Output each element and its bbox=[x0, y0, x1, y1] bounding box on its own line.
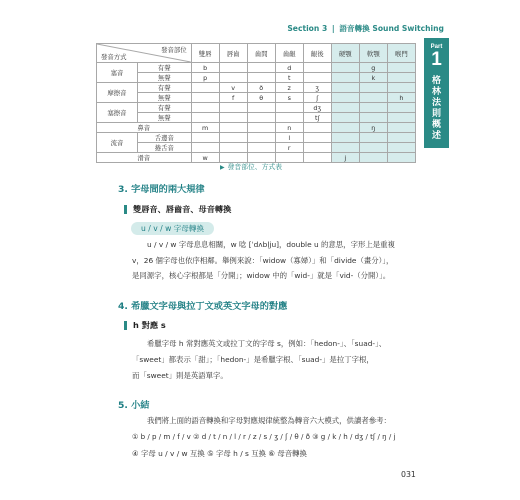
caption-triangle-icon: ▶ bbox=[220, 164, 225, 171]
phoneme-cell bbox=[303, 153, 331, 163]
phoneme-cell bbox=[387, 143, 415, 153]
phoneme-cell bbox=[219, 103, 247, 113]
manner-label: 摩擦音 bbox=[97, 83, 138, 103]
phoneme-cell bbox=[359, 143, 387, 153]
phoneme-cell: t bbox=[275, 73, 303, 83]
part-vertical-title: 格林法則概述 bbox=[432, 76, 442, 141]
phoneme-cell bbox=[387, 113, 415, 123]
table-row bbox=[97, 93, 416, 103]
phoneme-cell: w bbox=[191, 153, 219, 163]
phoneme-cell: ŋ bbox=[359, 123, 387, 133]
part-label: Part bbox=[430, 44, 443, 50]
part-number: 1 bbox=[431, 49, 442, 70]
phoneme-cell bbox=[359, 113, 387, 123]
phoneme-cell bbox=[331, 63, 359, 73]
phoneme-cell: b bbox=[191, 63, 219, 73]
phoneme-cell bbox=[331, 103, 359, 113]
pattern-list-line: ④ 字母 u / v / w 互換 ⑤ 字母 h / s 互換 ⑥ 母音轉換 bbox=[132, 449, 307, 458]
paragraph-line: 是同源字，核心字根都是「分開」；widow 中的「wid-」就是「vid-（分開）」。 bbox=[132, 271, 391, 280]
phoneme-cell bbox=[387, 83, 415, 93]
phoneme-cell bbox=[191, 113, 219, 123]
table-row bbox=[97, 83, 416, 93]
pattern-list-line: ① b / p / m / f / v ② d / t / n / l / r / z / s / ʒ / ʃ / θ / ð ③ g / k / h / dʒ / tʃ / ŋ / j bbox=[132, 432, 396, 441]
phoneme-cell bbox=[387, 133, 415, 143]
phoneme-cell bbox=[247, 103, 275, 113]
phoneme-cell bbox=[219, 143, 247, 153]
phoneme-cell bbox=[191, 143, 219, 153]
table-caption bbox=[220, 161, 282, 171]
column-header: 唇齒 bbox=[219, 44, 247, 63]
phoneme-cell bbox=[219, 63, 247, 73]
phoneme-cell: m bbox=[191, 123, 219, 133]
voicing-label: 無聲 bbox=[138, 73, 192, 83]
phoneme-cell: h bbox=[387, 93, 415, 103]
phoneme-cell bbox=[219, 113, 247, 123]
phoneme-cell: n bbox=[275, 123, 303, 133]
section-5-heading: 5. 小結 bbox=[118, 400, 150, 411]
phoneme-cell bbox=[359, 93, 387, 103]
table-corner-cell bbox=[97, 44, 192, 63]
phoneme-cell bbox=[331, 93, 359, 103]
section-4-subheading: h 對應 s bbox=[124, 321, 166, 330]
paragraph-line: v，26 個字母也依序相鄰。舉例來說：「widow（寡婦）」和「divide（畫分）」， bbox=[132, 256, 394, 265]
phoneme-cell bbox=[387, 123, 415, 133]
phoneme-cell bbox=[191, 133, 219, 143]
phoneme-cell bbox=[331, 113, 359, 123]
table-row bbox=[97, 143, 416, 153]
phoneme-cell: d bbox=[275, 63, 303, 73]
voicing-label: 有聲 bbox=[138, 63, 192, 73]
phoneme-cell: s bbox=[275, 93, 303, 103]
column-header: 齒齦 bbox=[275, 44, 303, 63]
table-row bbox=[97, 63, 416, 73]
phoneme-cell bbox=[219, 73, 247, 83]
table-header-row bbox=[97, 44, 416, 63]
table-row bbox=[97, 73, 416, 83]
manner-label: 鼻音 bbox=[97, 123, 192, 133]
phoneme-cell bbox=[247, 113, 275, 123]
phoneme-cell: r bbox=[275, 143, 303, 153]
phoneme-cell bbox=[359, 103, 387, 113]
phoneme-cell bbox=[247, 73, 275, 83]
phoneme-cell bbox=[247, 143, 275, 153]
phoneme-cell bbox=[303, 63, 331, 73]
column-header: 喉門 bbox=[387, 44, 415, 63]
section-3-subheading: 雙唇音、唇齒音、母音轉換 bbox=[124, 205, 231, 214]
phoneme-cell bbox=[275, 103, 303, 113]
phoneme-cell bbox=[359, 133, 387, 143]
phoneme-cell bbox=[247, 63, 275, 73]
phoneme-cell: j bbox=[331, 153, 359, 163]
column-header: 軟顎 bbox=[359, 44, 387, 63]
caption-text: 發音部位、方式表 bbox=[227, 163, 282, 171]
phoneme-cell: dʒ bbox=[303, 103, 331, 113]
paragraph-line: 希臘字母 h 常對應英文或拉丁文的字母 s，例如：「hedon-」、「suad-」、 bbox=[147, 339, 387, 348]
phoneme-cell bbox=[219, 133, 247, 143]
phoneme-cell bbox=[303, 73, 331, 83]
phoneme-cell bbox=[387, 153, 415, 163]
column-header: 硬顎 bbox=[331, 44, 359, 63]
manner-label: 滑音 bbox=[97, 153, 192, 163]
phoneme-cell: ʒ bbox=[303, 83, 331, 93]
voicing-label: 無聲 bbox=[138, 113, 192, 123]
voicing-label: 有聲 bbox=[138, 103, 192, 113]
phoneme-cell bbox=[331, 123, 359, 133]
manner-label: 塞擦音 bbox=[97, 103, 138, 123]
paragraph-line: u / v / w 字母息息相關，w 唸 [ˈdʌbl̩ju]，double u 的意思，字形上是重複 bbox=[147, 240, 395, 249]
column-header: 雙唇 bbox=[191, 44, 219, 63]
table-row bbox=[97, 123, 416, 133]
phoneme-cell: z bbox=[275, 83, 303, 93]
phoneme-cell bbox=[275, 113, 303, 123]
phoneme-cell: l bbox=[275, 133, 303, 143]
phoneme-cell bbox=[359, 83, 387, 93]
phoneme-cell bbox=[359, 153, 387, 163]
section-label: Section 3 bbox=[287, 24, 328, 33]
table-row bbox=[97, 113, 416, 123]
phonetic-chart-table bbox=[96, 43, 416, 163]
phoneme-cell: g bbox=[359, 63, 387, 73]
phoneme-cell: p bbox=[191, 73, 219, 83]
section-title: 語音轉換 Sound Switching bbox=[339, 24, 444, 33]
paragraph-line: 「sweet」都表示「甜」；「hedon-」是希臘字根、「suad-」是拉丁字根， bbox=[132, 355, 374, 364]
phoneme-cell: ð bbox=[247, 83, 275, 93]
column-header: 齦後 bbox=[303, 44, 331, 63]
phoneme-cell bbox=[331, 143, 359, 153]
u-v-w-pill-label: u / v / w 字母轉換 bbox=[131, 222, 214, 235]
phoneme-cell bbox=[247, 133, 275, 143]
voicing-label: 有聲 bbox=[138, 83, 192, 93]
phoneme-cell bbox=[387, 103, 415, 113]
page-number: 031 bbox=[401, 470, 416, 479]
phoneme-cell bbox=[303, 143, 331, 153]
subtype-label: 舌邊音 bbox=[138, 133, 192, 143]
corner-bottom-label: 發音方式 bbox=[101, 53, 127, 61]
phoneme-cell bbox=[331, 133, 359, 143]
phoneme-cell: v bbox=[219, 83, 247, 93]
phoneme-cell bbox=[247, 123, 275, 133]
phoneme-cell bbox=[191, 103, 219, 113]
running-header bbox=[287, 23, 444, 34]
paragraph-line: 而「sweet」則是英語單字。 bbox=[132, 371, 228, 380]
phoneme-cell: θ bbox=[247, 93, 275, 103]
phoneme-cell: f bbox=[219, 93, 247, 103]
voicing-label: 無聲 bbox=[138, 93, 192, 103]
header-divider: | bbox=[331, 24, 335, 33]
phoneme-cell: tʃ bbox=[303, 113, 331, 123]
column-header: 齒間 bbox=[247, 44, 275, 63]
manner-label: 塞音 bbox=[97, 63, 138, 83]
part-side-tab bbox=[424, 38, 449, 148]
table-row bbox=[97, 133, 416, 143]
section-4-heading: 4. 希臘文字母與拉丁文或英文字母的對應 bbox=[118, 301, 288, 312]
phoneme-cell bbox=[331, 73, 359, 83]
phoneme-cell bbox=[191, 93, 219, 103]
section-3-heading: 3. 字母間的兩大規律 bbox=[118, 184, 205, 195]
phoneme-cell: ʃ bbox=[303, 93, 331, 103]
phoneme-cell bbox=[303, 123, 331, 133]
phoneme-cell bbox=[303, 133, 331, 143]
table-row bbox=[97, 103, 416, 113]
phoneme-cell bbox=[191, 83, 219, 93]
phoneme-cell bbox=[387, 73, 415, 83]
phoneme-cell bbox=[387, 63, 415, 73]
phoneme-cell: k bbox=[359, 73, 387, 83]
subtype-label: 捲舌音 bbox=[138, 143, 192, 153]
manner-label: 流音 bbox=[97, 133, 138, 153]
phoneme-cell bbox=[331, 83, 359, 93]
phoneme-cell bbox=[219, 123, 247, 133]
paragraph-line: 我們將上面的語音轉換和字母對應規律統整為轉音六大模式，供讀者參考： bbox=[147, 416, 391, 425]
corner-top-label: 發音部位 bbox=[161, 46, 187, 54]
